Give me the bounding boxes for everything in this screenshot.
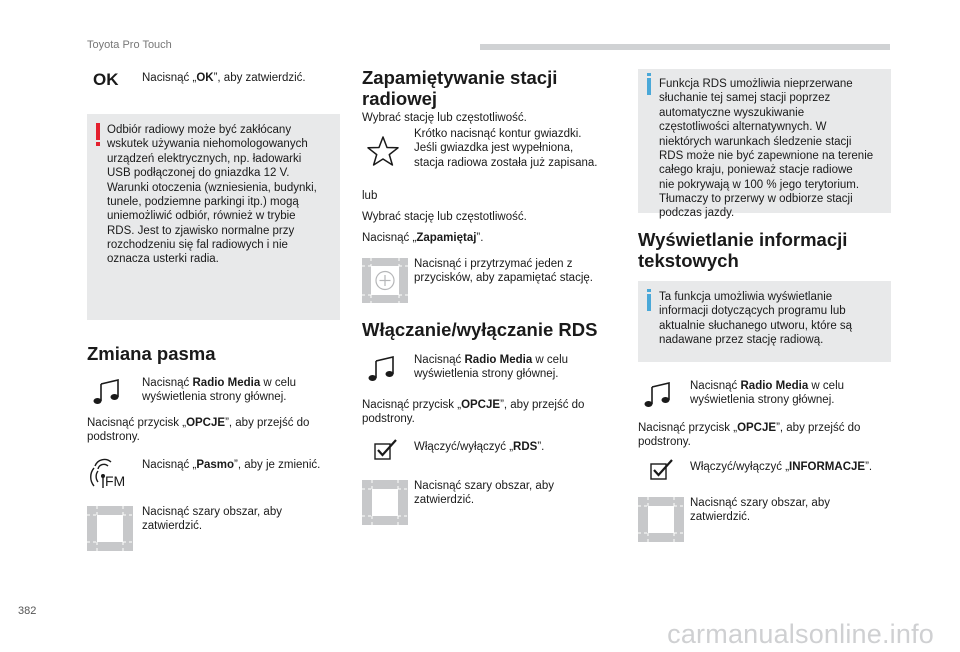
gray-area-icon	[87, 506, 133, 551]
header-bar	[480, 44, 890, 50]
warning-line: oznacza usterki radia.	[107, 253, 219, 266]
gray-area-icon	[638, 497, 684, 542]
rds-info-box	[638, 69, 891, 220]
select-station-text: Wybrać stację lub częstotliwość.	[362, 112, 527, 124]
warning-line: Odbiór radiowy może być zakłócany	[107, 124, 292, 136]
text-info-section-title: Wyświetlanie informacji tekstowych	[638, 229, 848, 272]
memo-section-title: Zapamiętywanie stacji radiowej	[362, 67, 558, 110]
watermark: carmanualsonline.info	[667, 619, 934, 649]
star-icon	[366, 135, 400, 167]
text-info-box	[638, 281, 891, 362]
info-icon	[647, 294, 651, 311]
warning-line: RDS. Jest to zjawisko normalne przy	[107, 224, 295, 237]
warning-line: rozchodzeniu się fal radiowych i nie	[107, 239, 288, 251]
gray-area-instruction: Nacisnąć szary obszar, aby zatwierdzić.	[690, 497, 830, 524]
radio-media-instruction: Nacisnąć Radio Media w celu wyświetlenia strony głównej.	[414, 354, 569, 381]
gray-area-icon	[362, 480, 408, 525]
music-note-icon	[367, 356, 397, 382]
gray-area-instruction: Nacisnąć szary obszar, aby zatwierdzić.	[414, 480, 554, 507]
rds-section-title: Włączanie/wyłączanie RDS	[362, 319, 598, 340]
checkbox-icon	[650, 458, 674, 480]
info-toggle-instruction: Włączyć/wyłączyć „INFORMACJE”.	[690, 461, 873, 473]
fm-icon-label: FM	[105, 473, 126, 489]
checkbox-icon	[374, 438, 398, 460]
radio-media-instruction: Nacisnąć Radio Media w celu wyświetlenia strony głównej.	[142, 377, 297, 404]
hold-instruction: Nacisnąć i przytrzymać jeden z przycisków, aby zapamiętać stację.	[414, 258, 593, 285]
band-instruction: Nacisnąć „Pasmo”, aby je zmienić.	[142, 459, 321, 471]
warning-line: tunele, podziemne parkingi itp.) mogą	[107, 195, 299, 208]
info-icon	[647, 78, 651, 95]
ok-instruction: Nacisnąć „OK”, aby zatwierdzić.	[142, 72, 306, 84]
options-instruction: Nacisnąć przycisk „OPCJE”, aby przejść do podstrony.	[362, 399, 585, 426]
page-number: 382	[18, 605, 37, 617]
or-text: lub	[362, 190, 378, 202]
gray-area-instruction: Nacisnąć szary obszar, aby zatwierdzić.	[142, 506, 282, 533]
rds-info-text: Funkcja RDS umożliwia nieprzerwane słuchanie tej samej stacji poprzez automatyczne wyszukiwanie częstotliwości alternatywnych. W niektórych warunkach śledzenie stacji RDS może nie być zapewnione na terenie całego kraju, ponieważ stacje radiowe nie pokrywają w 100 % jego terytorium. Tłumaczy to przerwy w odbiorze stacji podczas jazdy.	[659, 78, 874, 220]
star-instruction: Krótko nacisnąć kontur gwiazdki. Jeśli gwiazdka jest wypełniona, stacja radiowa została już zapisana.	[414, 128, 598, 169]
warning-line: wskutek używania niehomologowanych	[107, 138, 308, 151]
music-note-icon	[92, 379, 122, 405]
select-station-text-2: Wybrać stację lub częstotliwość.	[362, 211, 527, 223]
save-instruction: Nacisnąć „Zapamiętaj”.	[362, 232, 484, 244]
preset-button-icon	[362, 258, 408, 303]
warning-text	[107, 123, 337, 267]
warning-line: urządzeń elektrycznych, np. ładowarki	[107, 152, 302, 165]
music-note-icon	[643, 382, 673, 408]
warning-box	[87, 114, 340, 320]
warning-line: USB podłączonej do gniazdka 12 V.	[107, 167, 290, 180]
text-info-text: Ta funkcja umożliwia wyświetlanie informacji dotyczących programu lub aktualnie słuchanego utworu, które są nadawane przez stację radiową.	[659, 291, 853, 347]
rds-toggle-instruction: Włączyć/wyłączyć „RDS”.	[414, 441, 545, 453]
warning-line: Warunki otoczenia (wzniesienia, budynki,	[107, 181, 317, 194]
running-header: Toyota Pro Touch	[87, 39, 172, 51]
ok-icon: OK	[93, 70, 119, 89]
exclamation-icon	[96, 123, 100, 140]
radio-media-instruction: Nacisnąć Radio Media w celu wyświetlenia strony głównej.	[690, 380, 845, 407]
warning-line: uniemożliwić odbiór, również w trybie	[107, 210, 296, 223]
options-instruction: Nacisnąć przycisk „OPCJE”, aby przejść do podstrony.	[638, 422, 861, 449]
band-section-title: Zmiana pasma	[87, 343, 216, 364]
options-instruction: Nacisnąć przycisk „OPCJE”, aby przejść do podstrony.	[87, 417, 310, 444]
